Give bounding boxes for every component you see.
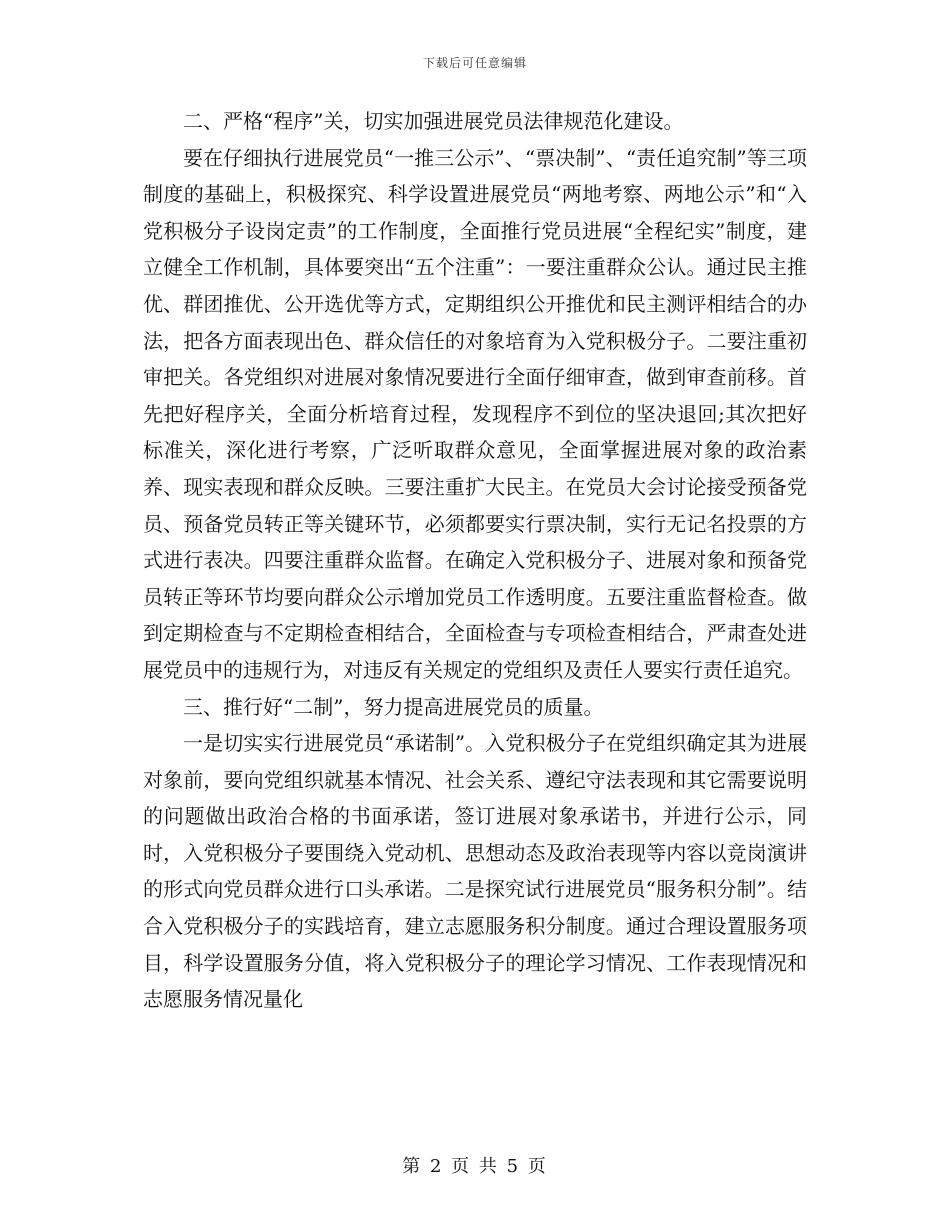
page-number-footer: 第 2 页 共 5 页: [402, 1156, 548, 1177]
document-body: [143, 103, 807, 1018]
body-paragraph: 一是切实实行进展党员“承诺制”。入党积极分子在党组织确定其为进展对象前，要向党组织就基本情况、社会关系、遵纪守法表现和其它需要说明的问题做出政治合格的书面承诺，签订进展对象承诺书，并进行公示，同时，入党积极分子要围绕入党动机、思想动态及政治表现等内容以竞岗演讲的形式向党员群众进行口头承诺。二是探究试行进展党员“服务积分制”。结合入党积极分子的实践培育，建立志愿服务积分制度。通过合理设置服务项目，科学设置服务分值，将入党积极分子的理论学习情况、工作表现情况和志愿服务情况量化: [143, 731, 807, 1012]
section-heading-3: 三、推行好“二制”，努力提高进展党员的质量。: [183, 694, 604, 719]
body-paragraph: 要在仔细执行进展党员“一推三公示”、“票决制”、“责任追究制”等三项制度的基础上，积极探究、科学设置进展党员“两地考察、两地公示”和“入党积极分子设岗定责”的工作制度，全面推行党员进展“全程纪实”制度，建立健全工作机制，具体要突出“五个注重”：一要注重群众公认。通过民主推优、群团推优、公开选优等方式，定期组织公开推优和民主测评相结合的办法，把各方面表现出色、群众信任的对象培育为入党积极分子。二要注重初审把关。各党组织对进展对象情况要进行全面仔细审查，做到审查前移。首先把好程序关，全面分析培育过程，发现程序不到位的坚决退回;其次把好标准关，深化进行考察，广泛听取群众意见，全面掌握进展对象的政治素养、现实表现和群众反映。三要注重扩大民主。在党员大会讨论接受预备党员、预备党员转正等关键环节，必须都要实行票决制，实行无记名投票的方式进行表决。四要注重群众监督。在确定入党积极分子、进展对象和预备党员转正等环节均要向群众公示增加党员工作透明度。五要注重监督检查。做到定期检查与不定期检查相结合，全面检查与专项检查相结合，严肃查处进展党员中的违规行为，对违反有关规定的党组织及责任人要实行责任追究。: [143, 145, 807, 682]
section-heading-2: 二、严格“程序”关，切实加强进展党员法律规范化建设。: [183, 109, 684, 133]
page-header: 下载后可任意编辑: [422, 56, 527, 70]
